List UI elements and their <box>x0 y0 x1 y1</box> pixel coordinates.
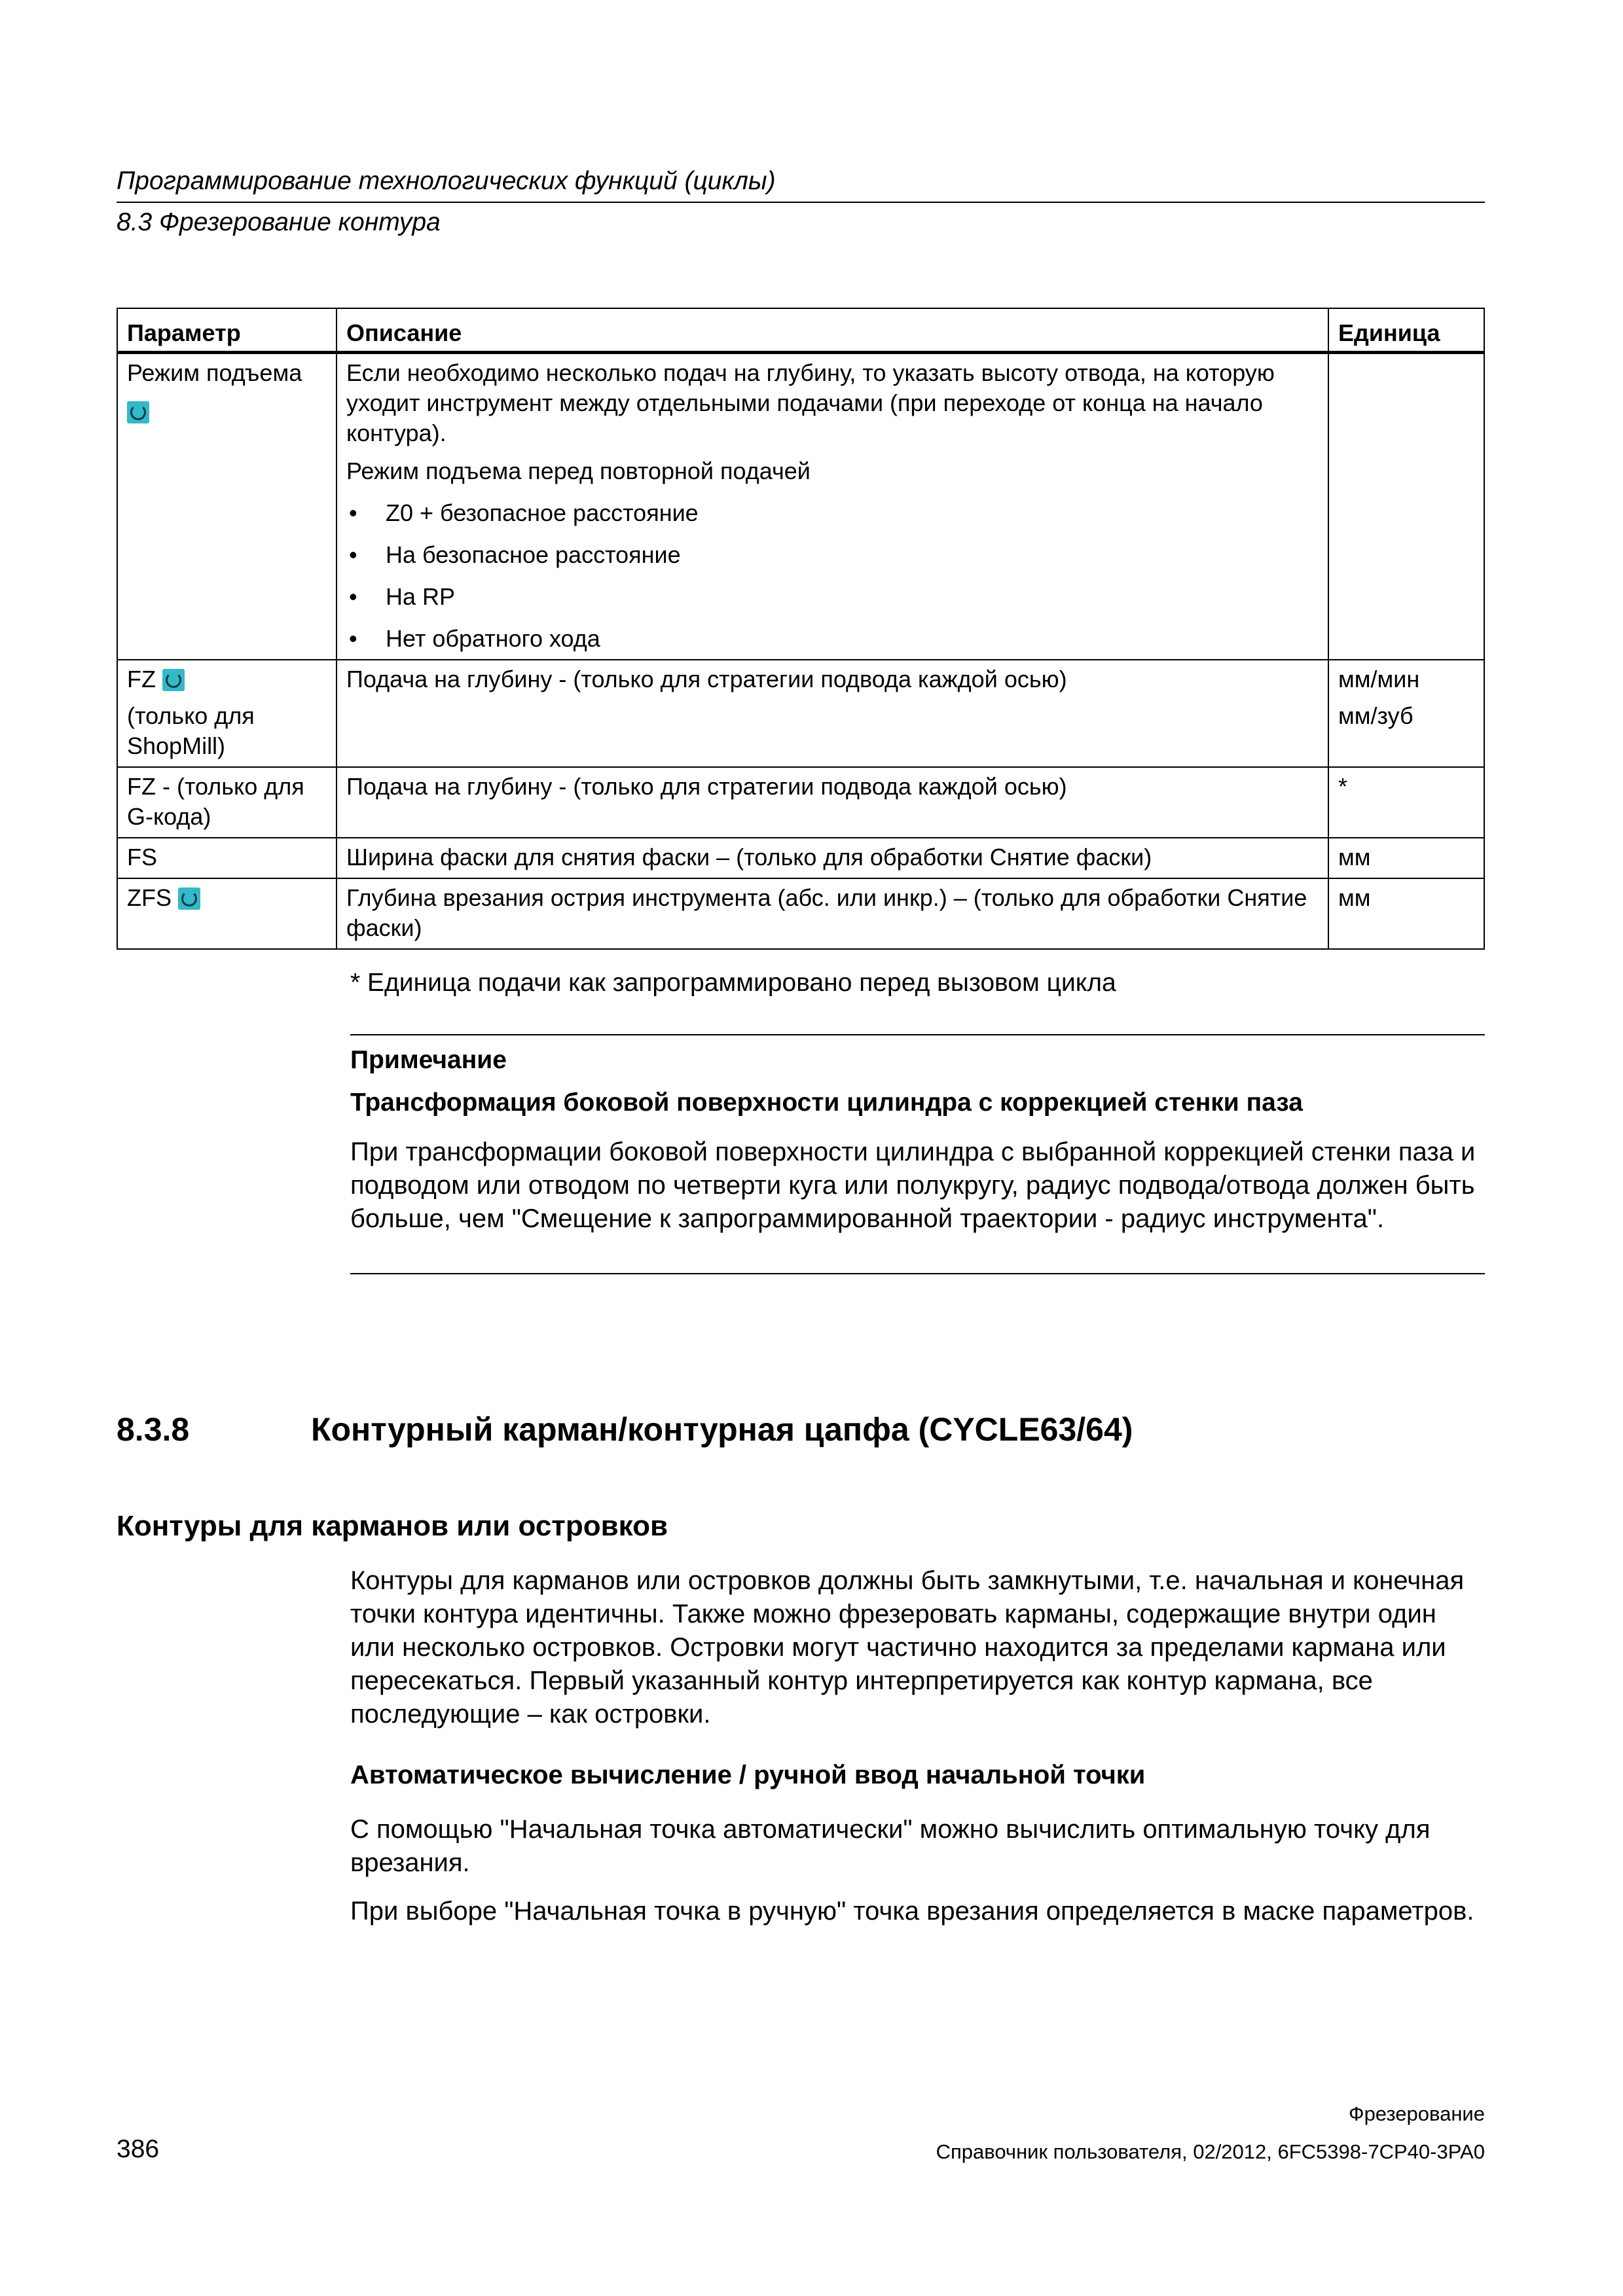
table-row <box>117 878 1484 949</box>
param-cell <box>117 660 337 767</box>
note-bottom-rule <box>350 1273 1485 1274</box>
subsection-title: Контуры для карманов или островков <box>117 1510 668 1542</box>
list-item: • На безопасное расстояние <box>346 540 1319 570</box>
unit-cell: * <box>1328 767 1484 838</box>
list-item: • На RP <box>346 582 1319 612</box>
running-header-title: Программирование технологических функций (циклы) <box>117 167 776 195</box>
section-title: Контурный карман/контурная цапфа (CYCLE63/64) <box>311 1411 1133 1448</box>
subheading: Автоматическое вычисление / ручной ввод начальной точки <box>350 1761 1146 1789</box>
description-cell <box>337 353 1328 660</box>
note-title: Примечание <box>350 1046 507 1074</box>
table-footnote: * Единица подачи как запрограммировано перед вызовом цикла <box>350 969 1116 997</box>
param-name: FZ <box>127 666 156 692</box>
section-number: 8.3.8 <box>117 1411 190 1448</box>
running-header-subtitle: 8.3 Фрезерование контура <box>117 208 441 236</box>
body-paragraph: С помощью "Начальная точка автоматически" можно вычислить оптимальную точку для врезания. <box>350 1815 1431 1877</box>
unit-value: мм/мин <box>1338 666 1420 692</box>
param-cell: FS <box>117 838 337 878</box>
column-header-parameter: Параметр <box>117 308 337 353</box>
unit-cell: мм <box>1328 838 1484 878</box>
unit-cell <box>1328 660 1484 767</box>
table-row <box>117 838 1484 878</box>
note-text: При трансформации боковой поверхности цилиндра с выбранной коррекцией стенки паза и подводом или отводом по четверти куга или полукругу, радиус подвода/отвода должен быть больше, чем "Смещение к запрограммированной траектории - радиус инструмента". <box>350 1138 1476 1233</box>
param-name: ZFS <box>127 884 172 911</box>
description-text: Режим подъема перед повторной подачей <box>346 457 811 484</box>
page-number: 386 <box>117 2135 160 2163</box>
toggle-icon <box>127 401 149 423</box>
table-row <box>117 353 1484 660</box>
table-header-row <box>117 308 1484 353</box>
toggle-icon <box>178 888 200 910</box>
note-subtitle: Трансформация боковой поверхности цилиндра с коррекцией стенки паза <box>350 1088 1303 1117</box>
body-paragraph: Контуры для карманов или островков должны быть замкнутыми, т.е. начальная и конечная точки контура идентичны. Также можно фрезеровать карманы, содержащие внутри один или несколько островков. Островки могут частично находится за пределами кармана или пересекаться. Первый указанный контур интерпретируется как контур кармана, все последующие – как островки. <box>350 1566 1465 1729</box>
description-cell: Глубина врезания острия инструмента (абс. или инкр.) – (только для обработки Снятие фаски) <box>337 878 1328 949</box>
footer-chapter: Фрезерование <box>1349 2102 1485 2125</box>
description-cell: Подача на глубину - (только для стратегии подвода каждой осью) <box>337 660 1328 767</box>
parameter-table <box>117 308 1485 950</box>
body-paragraph: При выборе "Начальная точка в ручную" точка врезания определяется в маске параметров. <box>350 1897 1474 1926</box>
list-item: • Z0 + безопасное расстояние <box>346 498 1319 528</box>
description-cell: Ширина фаски для снятия фаски – (только для обработки Снятие фаски) <box>337 838 1328 878</box>
param-name: Режим подъема <box>127 359 302 386</box>
unit-cell: мм <box>1328 878 1484 949</box>
table-row <box>117 660 1484 767</box>
unit-cell <box>1328 353 1484 660</box>
param-cell: FZ - (только для G-кода) <box>117 767 337 838</box>
param-note: (только для ShopMill) <box>127 702 255 759</box>
column-header-description: Описание <box>337 308 1328 353</box>
table-row <box>117 767 1484 838</box>
footer-manual: Справочник пользователя, 02/2012, 6FC5398-7CP40-3PA0 <box>936 2140 1485 2163</box>
unit-value: мм/зуб <box>1338 702 1413 729</box>
toggle-icon <box>162 669 185 691</box>
header-rule <box>117 202 1485 203</box>
param-cell <box>117 878 337 949</box>
description-cell: Подача на глубину - (только для стратегии подвода каждой осью) <box>337 767 1328 838</box>
description-text: Если необходимо несколько подач на глубину, то указать высоту отвода, на которую уходит инструмент между отдельными подачами (при переходе от конца на начало контура). <box>346 359 1275 446</box>
note-top-rule <box>350 1034 1485 1035</box>
list-item: • Нет обратного хода <box>346 624 1319 654</box>
param-cell <box>117 353 337 660</box>
column-header-unit: Единица <box>1328 308 1484 353</box>
